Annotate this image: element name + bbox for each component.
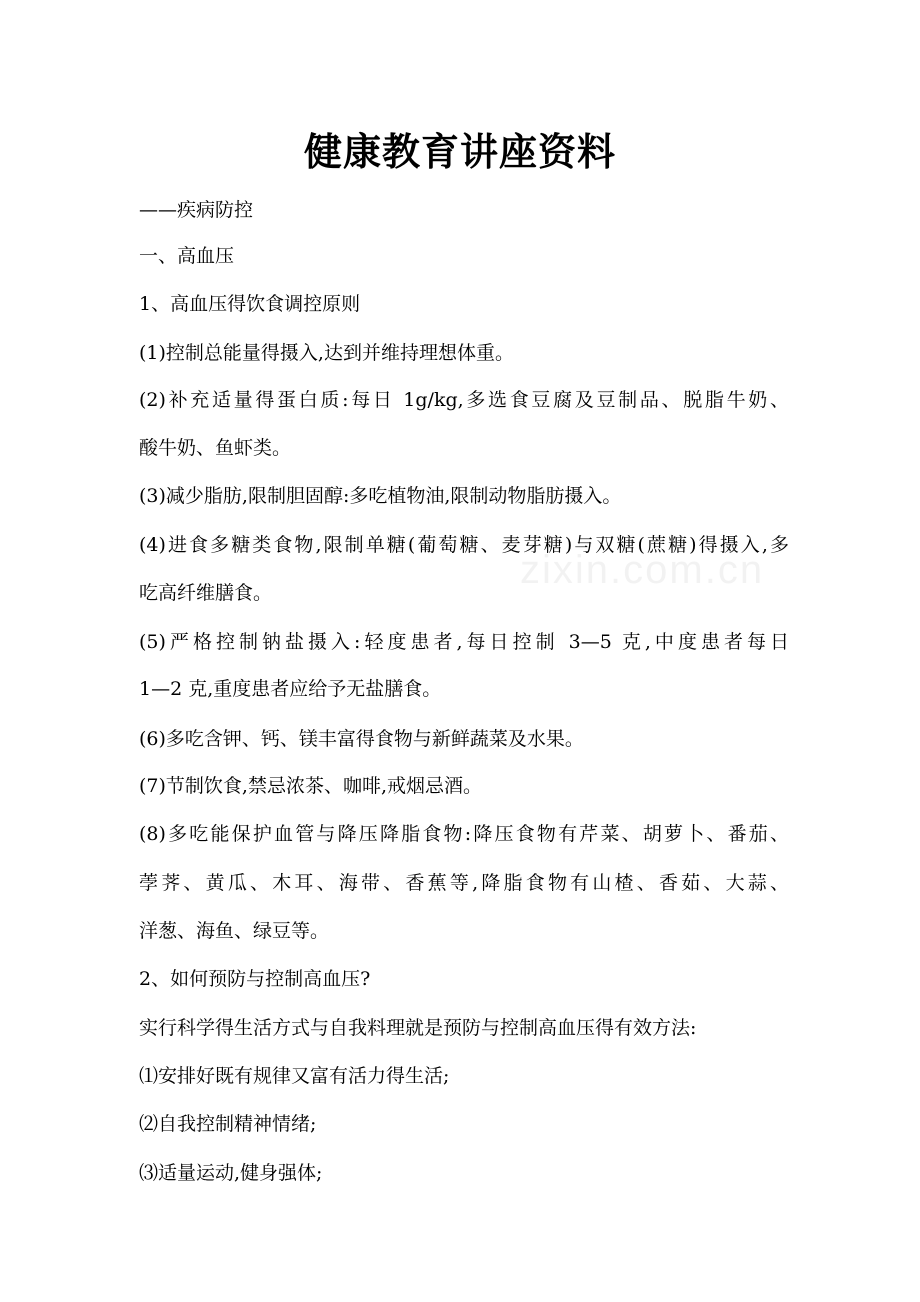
list-item-1: ⑴安排好既有规律又富有活力得生活; [139, 1065, 450, 1087]
paragraph-8-line-3: 洋葱、海鱼、绿豆等。 [139, 920, 330, 942]
paragraph-6: (6)多吃含钾、钙、镁丰富得食物与新鲜蔬菜及水果。 [139, 728, 584, 750]
paragraph-7: (7)节制饮食,禁忌浓茶、咖啡,戒烟忌酒。 [139, 775, 482, 797]
paragraph-4-line-2: 吃高纤维膳食。 [139, 582, 273, 604]
heading-prevention: 2、如何预防与控制高血压? [139, 968, 371, 990]
subtitle: ——疾病防控 [139, 199, 254, 221]
section-heading-hypertension: 一、高血压 [139, 245, 235, 267]
paragraph-9: 实行科学得生活方式与自我料理就是预防与控制高血压得有效方法: [139, 1017, 697, 1039]
paragraph-3: (3)减少脂肪,限制胆固醇:多吃植物油,限制动物脂肪摄入。 [139, 485, 622, 507]
paragraph-5-line-1: (5)严格控制钠盐摄入:轻度患者,每日控制 3—5 克,中度患者每日 [139, 631, 789, 653]
watermark: zixin.com.cn [520, 548, 765, 592]
list-item-2: ⑵自我控制精神情绪; [139, 1113, 317, 1135]
document-title: 健康教育讲座资料 [303, 129, 616, 174]
paragraph-1: (1)控制总能量得摄入,达到并维持理想体重。 [139, 342, 514, 364]
paragraph-2-line-1: (2)补充适量得蛋白质:每日 1g/kg,多选食豆腐及豆制品、脱脂牛奶、 [139, 389, 789, 411]
list-item-3: ⑶适量运动,健身强体; [139, 1162, 323, 1184]
paragraph-4-line-1: (4)进食多糖类食物,限制单糖(葡萄糖、麦芽糖)与双糖(蔗糖)得摄入,多 [139, 534, 789, 556]
paragraph-8-line-1: (8)多吃能保护血管与降压降脂食物:降压食物有芹菜、胡萝卜、番茄、 [139, 823, 789, 845]
paragraph-5-line-2: 1—2 克,重度患者应给予无盐膳食。 [139, 678, 442, 700]
paragraph-2-line-2: 酸牛奶、鱼虾类。 [139, 437, 292, 459]
paragraph-8-line-2: 荸荠、黄瓜、木耳、海带、香蕉等,降脂食物有山楂、香茹、大蒜、 [139, 872, 789, 894]
heading-diet-principles: 1、高血压得饮食调控原则 [139, 293, 361, 315]
